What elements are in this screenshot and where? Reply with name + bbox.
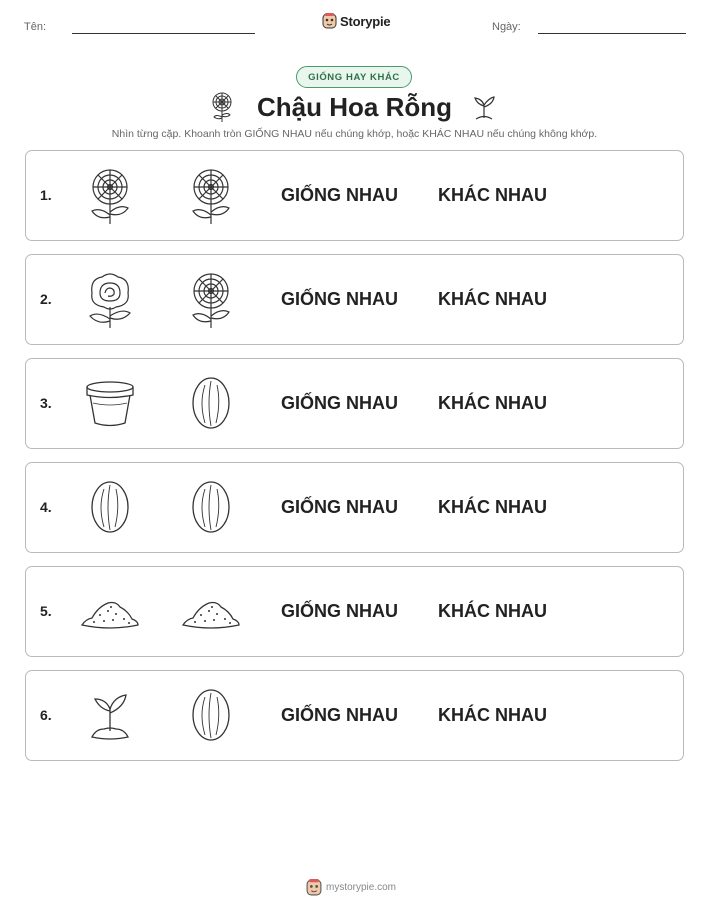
question-number: 2. (40, 291, 52, 307)
question-row-2 (25, 254, 684, 345)
sprout-icon (472, 93, 496, 121)
question-number: 6. (40, 707, 52, 723)
seed-icon (181, 373, 241, 433)
same-option[interactable]: GIỐNG NHAU (281, 393, 398, 413)
same-option[interactable]: GIỐNG NHAU (281, 497, 398, 517)
question-number: 4. (40, 499, 52, 515)
different-option[interactable]: KHÁC NHAU (438, 185, 547, 205)
page-title: Chậu Hoa Rỗng (257, 92, 452, 122)
chrysanthemum-icon (80, 165, 140, 225)
question-row-3 (25, 358, 684, 449)
storypie-mascot-icon (306, 879, 322, 896)
different-option[interactable]: KHÁC NHAU (438, 705, 547, 725)
different-option[interactable]: KHÁC NHAU (438, 393, 547, 413)
seed-icon (181, 685, 241, 745)
flower-pot-icon (80, 373, 140, 433)
chrysanthemum-icon (181, 165, 241, 225)
question-number: 3. (40, 395, 52, 411)
different-option[interactable]: KHÁC NHAU (438, 497, 547, 517)
peony-icon (80, 269, 140, 329)
brand-logo (322, 13, 390, 29)
sprout-icon (80, 685, 140, 745)
worksheet-type-badge: GIỐNG HAY KHÁC (296, 66, 412, 88)
same-option[interactable]: GIỐNG NHAU (281, 185, 398, 205)
question-row-6 (25, 670, 684, 761)
name-line[interactable] (72, 33, 255, 34)
question-number: 1. (40, 187, 52, 203)
same-option[interactable]: GIỐNG NHAU (281, 601, 398, 621)
storypie-mascot-icon (322, 13, 337, 29)
question-row-1 (25, 150, 684, 241)
same-option[interactable]: GIỐNG NHAU (281, 705, 398, 725)
chrysanthemum-icon (181, 269, 241, 329)
different-option[interactable]: KHÁC NHAU (438, 289, 547, 309)
seed-icon (80, 477, 140, 537)
question-row-5 (25, 566, 684, 657)
seed-icon (181, 477, 241, 537)
footer (306, 879, 396, 896)
date-label: Ngày: (492, 21, 521, 33)
footer-url[interactable]: mystorypie.com (326, 882, 397, 893)
soil-pile-icon (80, 581, 140, 641)
question-number: 5. (40, 603, 52, 619)
name-label: Tên: (24, 21, 47, 33)
soil-pile-icon (181, 581, 241, 641)
same-option[interactable]: GIỐNG NHAU (281, 289, 398, 309)
question-row-4 (25, 462, 684, 553)
brand-name: Storypie (340, 13, 391, 29)
date-line[interactable] (538, 33, 686, 34)
different-option[interactable]: KHÁC NHAU (438, 601, 547, 621)
instructions: Nhìn từng cặp. Khoanh tròn GIỐNG NHAU nếu chúng khớp, hoặc KHÁC NHAU nếu chúng không khớp. (111, 128, 598, 140)
